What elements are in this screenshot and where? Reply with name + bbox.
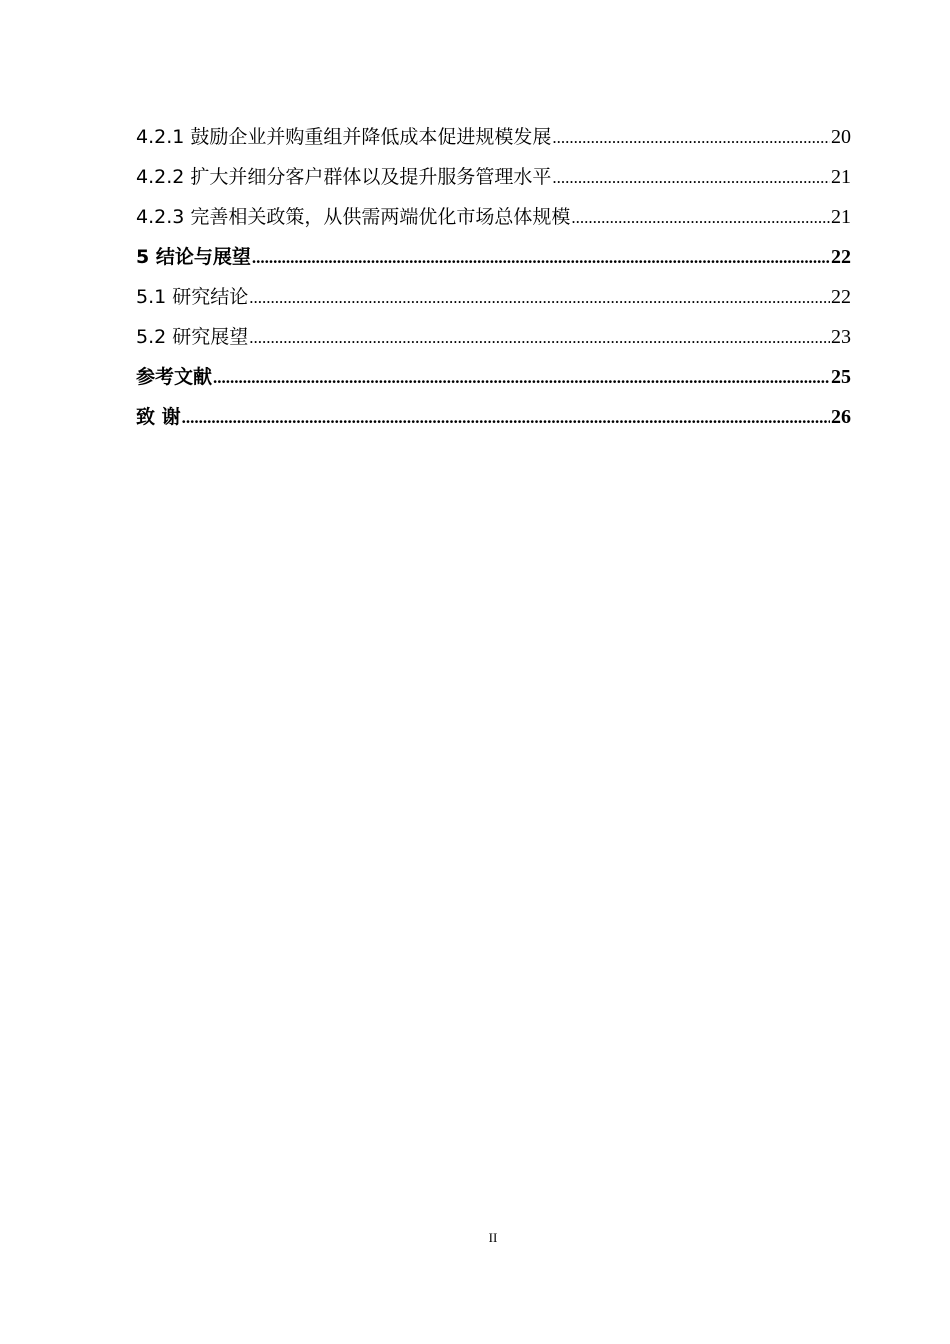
toc-entry-title: 致 谢 — [136, 406, 181, 428]
toc-entry-title: 4.2.1 鼓励企业并购重组并降低成本促进规模发展 — [136, 126, 552, 148]
table-of-contents — [136, 117, 851, 437]
toc-entry-title: 5.2 研究展望 — [136, 326, 249, 348]
toc-dot-leader — [249, 318, 830, 358]
toc-entry-page: 26 — [831, 406, 851, 428]
toc-entry-acknowledgements[interactable] — [136, 397, 851, 437]
toc-entry-page: 25 — [831, 366, 851, 388]
page-number: II — [488, 1230, 498, 1245]
toc-entry-4-2-1[interactable] — [136, 117, 851, 157]
toc-entry-title: 参考文献 — [136, 366, 213, 388]
toc-dot-leader — [571, 198, 830, 238]
toc-entry-page: 20 — [831, 126, 851, 148]
toc-entry-chapter-5[interactable] — [136, 237, 851, 277]
toc-entry-title: 5 结论与展望 — [136, 246, 251, 268]
toc-dot-leader — [552, 158, 830, 198]
toc-entry-page: 21 — [831, 206, 851, 228]
toc-entry-page: 21 — [831, 166, 851, 188]
toc-entry-page: 23 — [831, 326, 851, 348]
toc-dot-leader — [213, 358, 830, 398]
toc-entry-title: 4.2.2 扩大并细分客户群体以及提升服务管理水平 — [136, 166, 552, 188]
toc-dot-leader — [552, 118, 830, 158]
toc-dot-leader — [182, 398, 830, 438]
toc-entry-references[interactable] — [136, 357, 851, 397]
toc-entry-4-2-2[interactable] — [136, 157, 851, 197]
toc-entry-title: 4.2.3 完善相关政策，从供需两端优化市场总体规模 — [136, 206, 571, 228]
toc-entry-title: 5.1 研究结论 — [136, 286, 249, 308]
toc-entry-page: 22 — [831, 286, 851, 308]
toc-entry-4-2-3[interactable] — [136, 197, 851, 237]
toc-entry-page: 22 — [831, 246, 851, 268]
toc-entry-5-2[interactable] — [136, 317, 851, 357]
toc-dot-leader — [252, 238, 830, 278]
toc-entry-5-1[interactable] — [136, 277, 851, 317]
toc-dot-leader — [249, 278, 830, 318]
